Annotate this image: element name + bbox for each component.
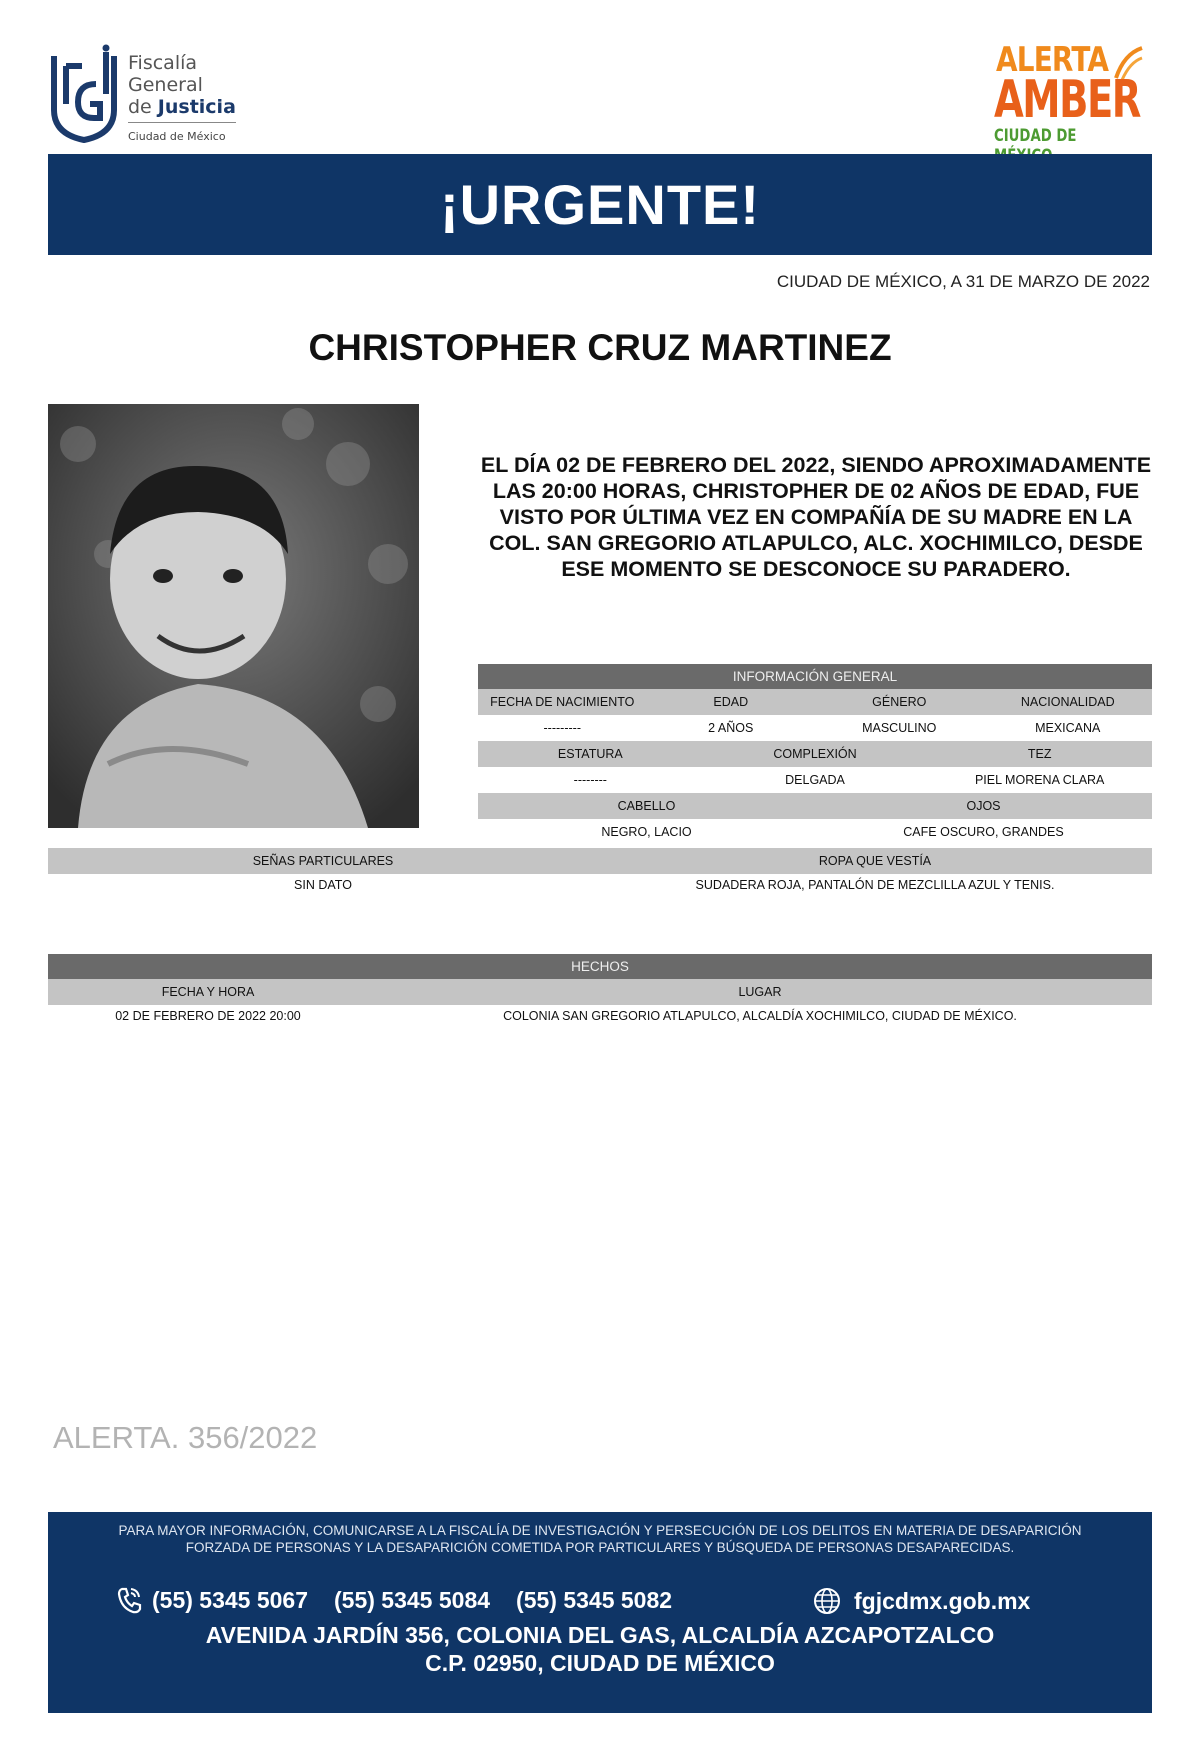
banner-title: ¡URGENTE! bbox=[439, 173, 761, 236]
alerta-amber-logo bbox=[986, 40, 1146, 148]
label-height: ESTATURA bbox=[557, 747, 623, 761]
value-gender: MASCULINO bbox=[862, 721, 937, 735]
facts-title: HECHOS bbox=[571, 959, 629, 974]
phone-number-2[interactable]: (55) 5345 5084 bbox=[334, 1586, 491, 1613]
value-build: DELGADA bbox=[785, 773, 845, 787]
person-name: CHRISTOPHER CRUZ MARTINEZ bbox=[308, 327, 892, 368]
label-date-time: FECHA Y HORA bbox=[161, 985, 255, 999]
amber-logo-line2: AMBER bbox=[994, 70, 1140, 130]
fgj-emblem-icon bbox=[48, 44, 120, 144]
info-row1-labels bbox=[478, 689, 1152, 715]
label-place: LUGAR bbox=[738, 985, 782, 999]
fgj-logo bbox=[48, 44, 238, 148]
label-complexion: TEZ bbox=[1027, 747, 1052, 761]
label-birth-date: FECHA DE NACIMIENTO bbox=[490, 695, 635, 709]
facts-values bbox=[48, 1005, 1152, 1027]
date-line: CIUDAD DE MÉXICO, A 31 DE MARZO DE 2022 bbox=[776, 272, 1150, 291]
label-build: COMPLEXIÓN bbox=[773, 747, 857, 761]
fgj-logo-line2: General bbox=[128, 74, 203, 96]
alert-number: ALERTA. 356/2022 bbox=[53, 1420, 318, 1455]
value-date-time: 02 DE FEBRERO DE 2022 20:00 bbox=[115, 1009, 301, 1023]
phone-number-3[interactable]: (55) 5345 5082 bbox=[516, 1586, 673, 1613]
info-row2-labels bbox=[478, 741, 1152, 767]
value-eyes: CAFE OSCURO, GRANDES bbox=[903, 825, 1064, 839]
label-eyes: OJOS bbox=[966, 799, 1001, 813]
globe-icon bbox=[812, 1586, 842, 1616]
fgj-logo-line1: Fiscalía bbox=[128, 52, 198, 74]
person-photo bbox=[48, 404, 419, 828]
footer-note bbox=[48, 1522, 1152, 1556]
facts-header bbox=[48, 954, 1152, 979]
general-info-title: INFORMACIÓN GENERAL bbox=[732, 669, 898, 684]
value-distinctive-marks: SIN DATO bbox=[294, 878, 352, 892]
features-table bbox=[48, 848, 1152, 896]
footer-note-line1: PARA MAYOR INFORMACIÓN, COMUNICARSE A LA FISCALÍA DE INVESTIGACIÓN Y PERSECUCIÓN DE LOS DELITOS EN MATERIA DE DESAPARICIÓN bbox=[118, 1523, 1082, 1538]
website bbox=[812, 1586, 1030, 1616]
features-labels bbox=[48, 848, 1152, 874]
amber-logo-line1: ALERTA bbox=[996, 40, 1109, 80]
contact-footer bbox=[48, 1512, 1152, 1713]
value-birth-date: --------- bbox=[543, 721, 581, 735]
value-age: 2 AÑOS bbox=[708, 721, 754, 735]
fgj-logo-line3-prefix: de bbox=[128, 96, 158, 118]
footer-note-line2: FORZADA DE PERSONAS Y LA DESAPARICIÓN COMETIDA POR PARTICULARES Y BÚSQUEDA DE PERSONAS DESAPARECIDAS. bbox=[185, 1540, 1015, 1555]
fgj-logo-text bbox=[128, 52, 236, 118]
address-line2: C.P. 02950, CIUDAD DE MÉXICO bbox=[425, 1650, 775, 1676]
fgj-logo-subtitle: Ciudad de México bbox=[128, 130, 226, 143]
value-hair: NEGRO, LACIO bbox=[601, 825, 692, 839]
label-gender: GÉNERO bbox=[872, 695, 927, 709]
case-description: EL DÍA 02 DE FEBRERO DEL 2022, SIENDO APROXIMADAMENTE LAS 20:00 HORAS, CHRISTOPHER DE 02 AÑOS DE EDAD, FUE VISTO POR ÚLTIMA VEZ EN COMPAÑÍA DE SU MADRE EN LA COL. SAN GREGORIO ATLAPULCO, ALC. XOCHIMILCO, DESDE ESE MOMENTO SE DESCONOCE SU PARADERO. bbox=[480, 453, 1152, 581]
value-height: -------- bbox=[573, 773, 607, 787]
phone-number-1[interactable]: (55) 5345 5067 bbox=[152, 1586, 309, 1613]
info-row2-values bbox=[478, 767, 1152, 793]
facts-labels bbox=[48, 979, 1152, 1005]
value-complexion: PIEL MORENA CLARA bbox=[974, 773, 1105, 787]
amber-logo-line3: CIUDAD DE bbox=[994, 126, 1077, 146]
label-age: EDAD bbox=[713, 695, 749, 709]
info-row1-values bbox=[478, 715, 1152, 741]
info-row3-labels bbox=[478, 793, 1152, 819]
value-place: COLONIA SAN GREGORIO ATLAPULCO, ALCALDÍA XOCHIMILCO, CIUDAD DE MÉXICO. bbox=[503, 1009, 1017, 1023]
phone-icon bbox=[116, 1586, 142, 1614]
label-clothing: ROPA QUE VESTÍA bbox=[818, 854, 932, 868]
general-info-table bbox=[478, 664, 1152, 845]
info-row3-values bbox=[478, 819, 1152, 845]
fgj-logo-divider bbox=[128, 122, 236, 123]
value-nationality: MEXICANA bbox=[1035, 721, 1101, 735]
label-hair: CABELLO bbox=[617, 799, 676, 813]
address-line1: AVENIDA JARDÍN 356, COLONIA DEL GAS, ALCALDÍA AZCAPOTZALCO bbox=[205, 1622, 995, 1648]
phone-numbers bbox=[116, 1586, 672, 1614]
facts-table bbox=[48, 954, 1152, 1027]
label-distinctive-marks: SEÑAS PARTICULARES bbox=[252, 854, 394, 868]
fgj-logo-line3-strong: Justicia bbox=[157, 96, 236, 118]
features-values bbox=[48, 874, 1152, 896]
value-clothing: SUDADERA ROJA, PANTALÓN DE MEZCLILLA AZUL Y TENIS. bbox=[695, 878, 1055, 892]
urgent-banner bbox=[48, 154, 1152, 255]
person-photo-image bbox=[48, 404, 419, 828]
website-link[interactable]: fgjcdmx.gob.mx bbox=[854, 1587, 1031, 1614]
general-info-header bbox=[478, 664, 1152, 689]
label-nationality: NACIONALIDAD bbox=[1020, 695, 1115, 709]
